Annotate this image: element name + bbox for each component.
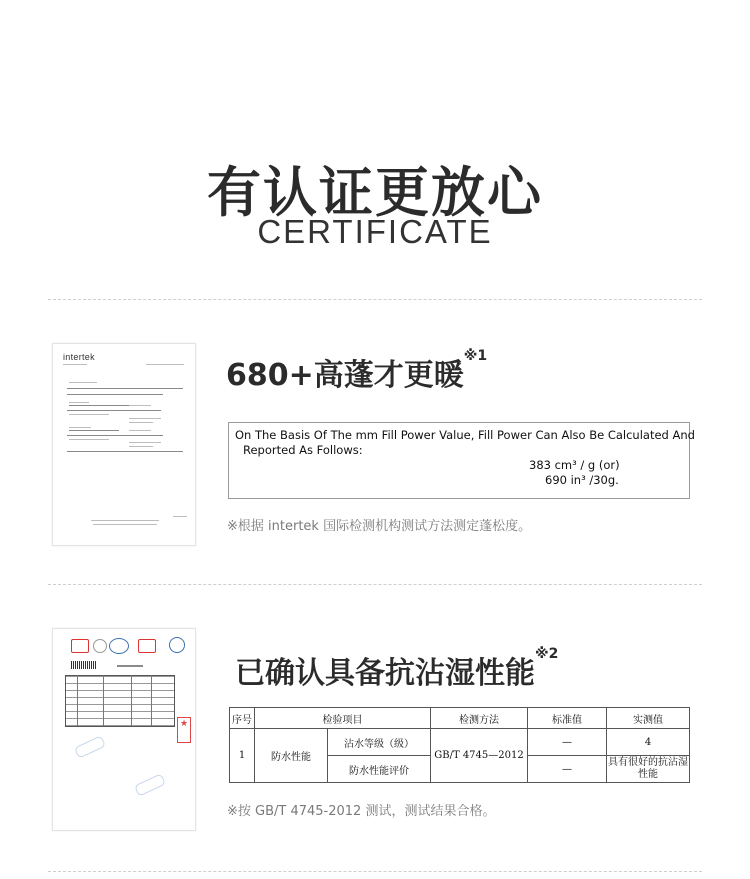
col-header-no: 序号 [230,708,255,729]
water-repellency-test-table [229,707,690,783]
red-stamp-icon: ★ [177,717,191,743]
row-measured-2: 具有很好的抗沾湿性能 [607,756,690,783]
col-header-measured: 实测值 [607,708,690,729]
intertek-logo: intertek [63,352,95,362]
cnas-logo-icon [109,638,129,654]
section1-note: ※根据 intertek 国际检测机构测试方法测定蓬松度。 [227,519,532,534]
row-item-evaluation: 防水性能评价 [328,756,431,783]
row-standard-1: — [528,729,607,756]
fill-power-report-box [228,422,695,499]
cma-logo-2-icon [138,639,156,653]
col-header-item: 检验项目 [255,708,431,729]
barcode-icon [71,661,97,669]
watermark-seal-icon [134,773,166,797]
report-line-2: Reported As Follows: [243,443,363,457]
section-divider [48,299,702,300]
watermark-seal-icon [74,735,106,759]
row-measured-1: 4 [607,729,690,756]
cma-logo-icon [71,639,89,653]
section2-title-mark: ※2 [535,646,559,662]
row-standard-2: — [528,756,607,783]
iac-logo-icon [93,639,107,653]
page-subtitle: CERTIFICATE [257,213,493,250]
table-header-row [230,708,690,729]
row-item-grade: 沾水等级（级） [328,729,431,756]
section2-title-text: 已确认具备抗沾湿性能 [235,656,535,691]
row-category: 防水性能 [255,729,328,783]
report-line-1: On The Basis Of The mm Fill Power Value, Fill Power Can Also Be Calculated And [235,428,695,442]
table-row [230,729,690,756]
section-divider [48,584,702,585]
test-report-thumbnail[interactable] [52,628,196,831]
section-divider [48,871,702,872]
section2-note: ※按 GB/T 4745-2012 测试，测试结果合格。 [227,804,496,819]
org-logo-icon [169,637,185,653]
report-table-thumbnail [65,675,175,727]
section1-title-mark: ※1 [463,348,488,364]
section1-title-text: 680+高蓬才更暖 [226,358,464,393]
page-title: 有认证更放心 [207,161,543,224]
section1-title [226,350,487,394]
report-value-cm3: 383 cm³ / g (or) [529,458,620,472]
section2-title [235,648,558,692]
col-header-standard: 标准值 [528,708,607,729]
row-no: 1 [230,729,255,783]
col-header-method: 检测方法 [431,708,528,729]
row-method: GB/T 4745—2012 [431,729,528,783]
report-value-in3: 690 in³ /30g. [545,473,619,487]
intertek-certificate-thumbnail[interactable] [52,343,196,546]
